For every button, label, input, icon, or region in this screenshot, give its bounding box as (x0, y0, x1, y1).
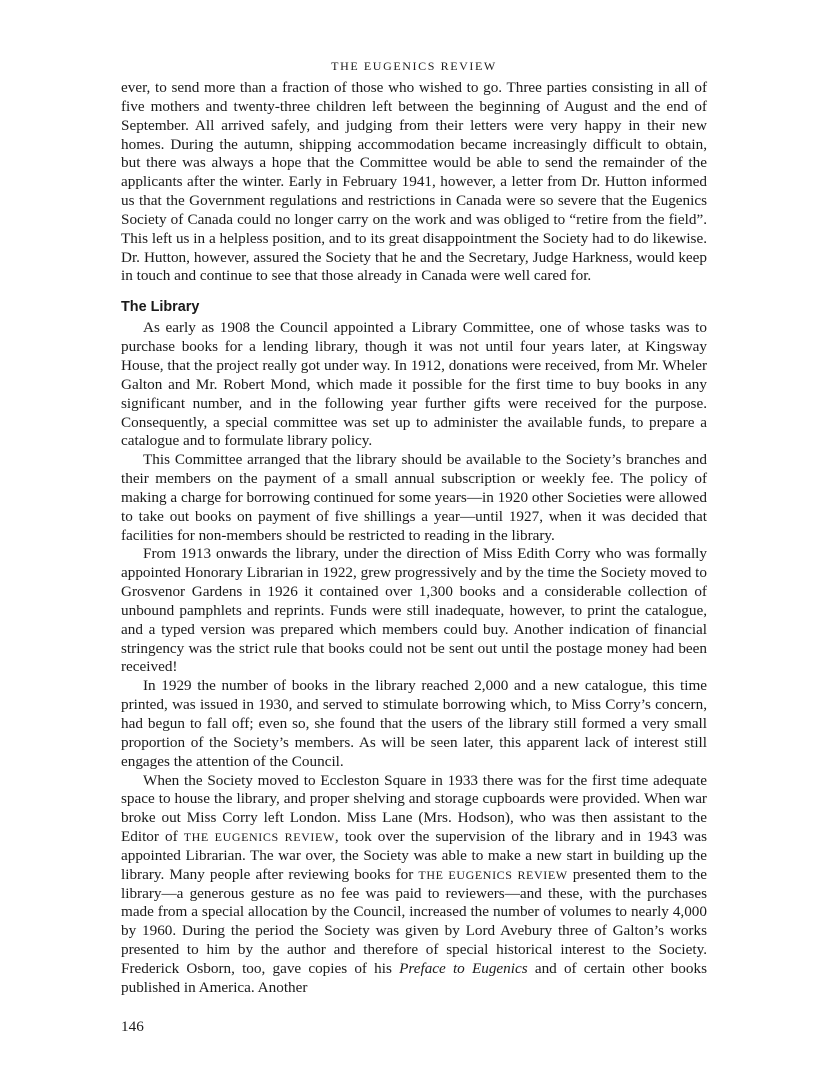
text-run: presented them to the library—a generous gesture as no fee was paid to reviewers—and these, with the purchases made from a special allocation by the Council, increased the number of volumes to nearly 4,000 by 1960. During the period the Society was given by Lord Avebury three of Galton’s works presented to him by the author and therefore of special historical interest to the Society. Frederick Osborn, too, gave copies of his (121, 865, 707, 977)
book-title-italic: Preface to Eugenics (399, 959, 528, 977)
text-run: When the Society moved to Eccleston Square in 1933 there was for the first time adequate space to house the library, and proper shelving and storage cupboards were provided. When war broke out Miss Corry left London. Miss Lane (Mrs. Hodson), who was then assistant to the Editor of (121, 771, 707, 846)
paragraph-library-3: From 1913 onwards the library, under the direction of Miss Edith Corry who was formally appointed Honorary Librarian in 1922, grew progressively and by the time the Society moved to Grosvenor Gardens in 1926 it contained over 1,300 books and a considerable collection of unbound pamphlets and reprints. Funds were still inadequate, however, to print the catalogue, and a typed version was prepared which members could buy. Another indication of financial stringency was the strict rule that books could not be sent out until the postage money had been received! (121, 545, 707, 676)
section-heading: The Library (121, 299, 200, 316)
page-number: 146 (121, 1017, 144, 1035)
journal-title-small-caps: THE EUGENICS REVIEW (183, 830, 335, 845)
running-head: THE EUGENICS REVIEW (331, 59, 497, 73)
paragraph-library-4: In 1929 the number of books in the library reached 2,000 and a new catalogue, this time printed, was issued in 1930, and served to stimulate borrowing which, to Miss Corry’s concern, had begun to fall off; even so, she found that the users of the library still formed a very small proportion of the Society’s members. As will be seen later, this apparent lack of interest still engages the attention of the Council. (121, 677, 707, 770)
text-run: and of certain other books published in America. Another (121, 959, 707, 996)
paragraph-continued: ever, to send more than a fraction of those who wished to go. Three parties consisting in all of five mothers and twenty-three children left between the beginning of August and the end of September. All arrived safely, and judging from their letters were very happy in their new homes. During the autumn, shipping accommodation became increasingly difficult to obtain, but there was always a hope that the Committee would be able to send the remainder of the applicants after the winter. Early in February 1941, however, a letter from Dr. Hutton informed us that the Government regulations and restrictions in Canada were so severe that the Eugenics Society of Canada could no longer carry on the work and was obliged to “retire from the field”. This left us in a helpless position, and to its great disappointment the Society had to do likewise. Dr. Hutton, however, assured the Society that he and the Secretary, Judge Harkness, would keep in touch and continue to see that those already in Canada were well cared for. (121, 79, 707, 285)
paragraph-library-2: This Committee arranged that the library should be available to the Society’s branches and their members on the payment of a small annual subscription or weekly fee. The policy of making a charge for borrowing continued for some years—in 1920 other Societies were allowed to take out books on payment of five shillings a year—until 1927, when it was decided that facilities for non-members should be restricted to reading in the library. (121, 451, 707, 544)
journal-title-small-caps: THE EUGENICS REVIEW (418, 867, 568, 882)
paragraph-library-5 (121, 772, 707, 998)
page (121, 58, 707, 1036)
paragraph-library-1: As early as 1908 the Council appointed a Library Committee, one of whose tasks was to purchase books for a lending library, though it was not until four years later, at Kingsway House, that the project really got under way. In 1912, donations were received, from Mr. Wheler Galton and Mr. Robert Mond, which made it possible for the first time to buy books in any significant number, and in the following year further gifts were received for the purpose. Consequently, a special committee was set up to administer the available funds, to prepare a catalogue and to formulate library policy. (121, 319, 707, 450)
text-run: , took over the supervision of the library and in 1943 was appointed Librarian. The war over, the Society was able to make a new start in building up the library. Many people after reviewing books for (121, 828, 707, 883)
